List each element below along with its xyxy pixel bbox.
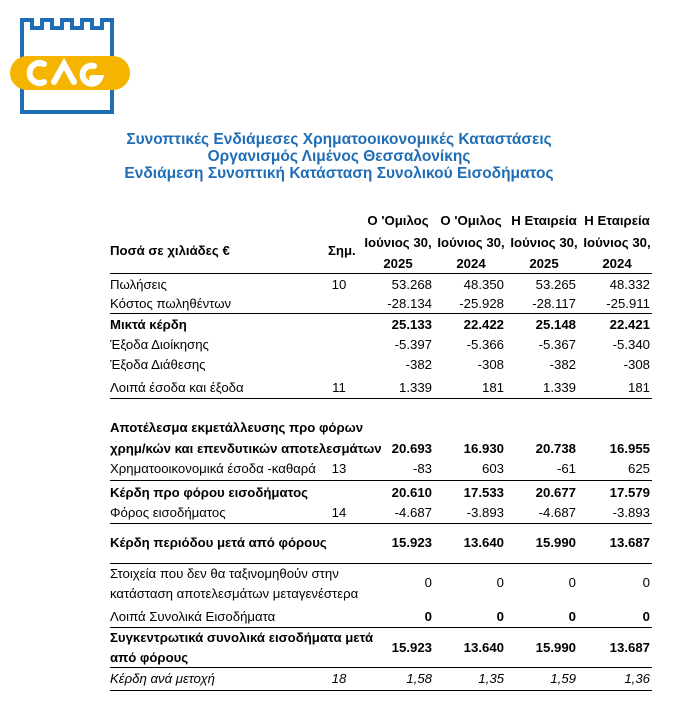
title-line-1: Συνοπτικές Ενδιάμεσες Χρηματοοικονομικές Καταστάσεις [126,131,552,148]
row-divider [110,667,652,668]
row-divider [110,480,652,481]
row-divider [110,398,652,399]
document-titles [0,131,678,182]
header-divider [110,273,652,274]
note-header: Σημ. [328,243,356,258]
column-header-company-2025: Η Εταιρεία Ιούνιος 30, 2025 [510,213,578,271]
title-line-3: Ενδιάμεση Συνοπτική Κατάσταση Συνολικού Εισοδήματος [124,165,554,182]
olth-logo-icon [8,14,132,120]
row-divider [110,627,652,628]
row-divider [110,523,652,524]
column-header-group-2025: Ο 'Ομιλος Ιούνιος 30, 2025 [364,213,432,271]
row-divider [110,313,652,314]
row-divider [110,690,652,691]
title-line-2: Οργανισμός Λιμένος Θεσσαλονίκης [207,148,471,165]
column-header-company-2024: Η Εταιρεία Ιούνιος 30, 2024 [583,213,651,271]
row-divider [110,563,652,564]
amounts-label: Ποσά σε χιλιάδες € [110,243,230,258]
column-header-group-2024: Ο 'Ομιλος Ιούνιος 30, 2024 [437,213,505,271]
